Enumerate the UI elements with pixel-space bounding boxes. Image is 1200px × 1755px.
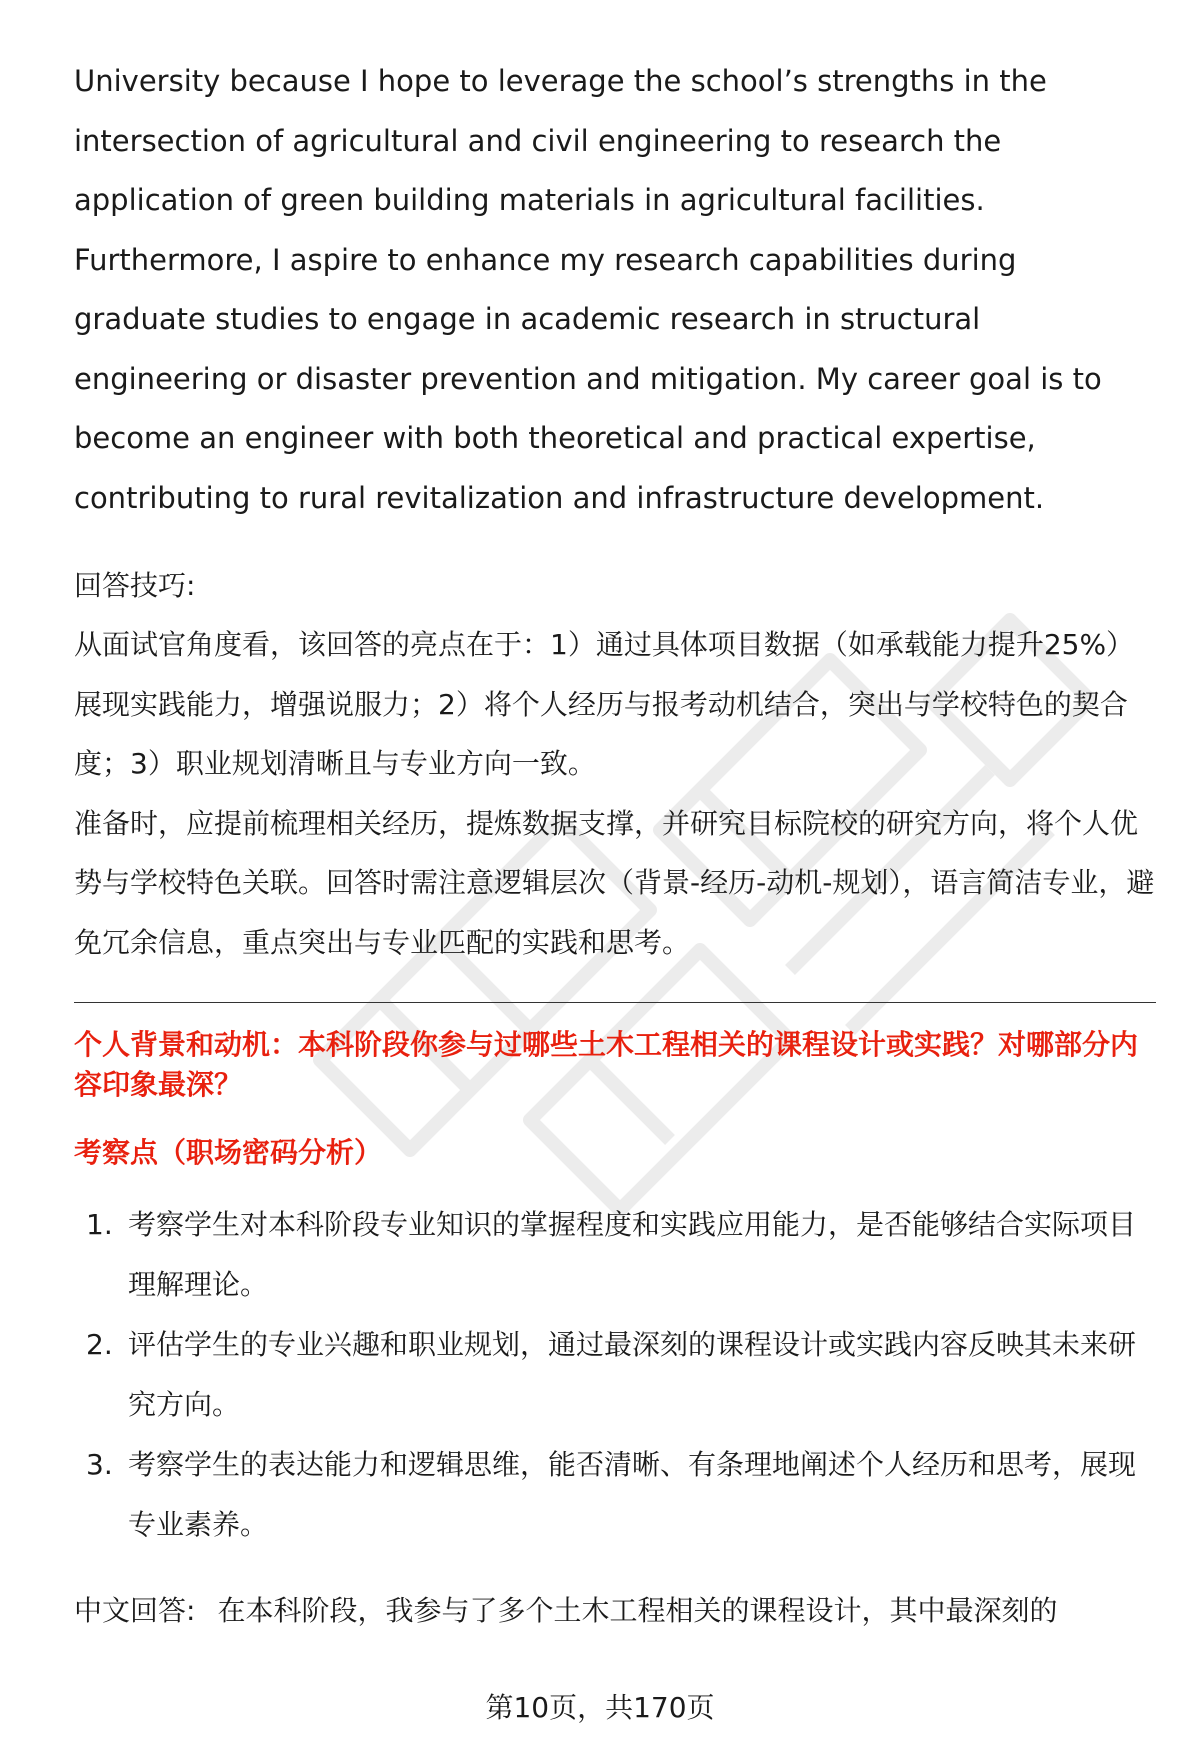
section-divider [74, 1002, 1156, 1003]
exam-point-list [74, 1195, 1156, 1555]
exam-point-heading: 考察点（职场密码分析） [74, 1136, 383, 1169]
list-item-number: 1. [86, 1208, 113, 1241]
list-item [74, 1435, 1156, 1555]
tips-label: 回答技巧: [74, 569, 196, 602]
chinese-answer [74, 1581, 1156, 1641]
list-item [74, 1315, 1156, 1435]
question-heading: 个人背景和动机：本科阶段你参与过哪些土木工程相关的课程设计或实践？对哪部分内容印象最深？ [74, 1028, 1139, 1101]
chinese-answer-text: 在本科阶段，我参与了多个土木工程相关的课程设计，其中最深刻的 [217, 1594, 1058, 1627]
list-item-text: 考察学生的表达能力和逻辑思维，能否清晰、有条理地阐述个人经历和思考，展现专业素养。 [128, 1448, 1137, 1541]
tips-paragraph-1: 从面试官角度看，该回答的亮点在于：1）通过具体项目数据（如承载能力提升25%）展现实践能力，增强说服力；2）将个人经历与报考动机结合，突出与学校特色的契合度；3）职业规划清晰且与专业方向一致。 [74, 628, 1135, 780]
document-page [74, 52, 1156, 1641]
intro-paragraph: University because I hope to leverage the school’s strengths in the intersection of agricultural and civil engineering to research the application of green building materials in agricultural facilities. Furthermore, I aspire to enhance my research capabilities during graduate studies to engage in academic research in structural engineering or disaster prevention and mitigation. My career goal is to become an engineer with both theoretical and practical expertise, contributing to rural revitalization and infrastructure development. [74, 64, 1102, 515]
page-footer: 第10页，共170页 [485, 1691, 715, 1724]
list-item-text: 考察学生对本科阶段专业知识的掌握程度和实践应用能力，是否能够结合实际项目理解理论。 [128, 1208, 1137, 1301]
list-item-number: 2. [86, 1328, 113, 1361]
tips-paragraph-2: 准备时，应提前梳理相关经历，提炼数据支撑，并研究目标院校的研究方向，将个人优势与学校特色关联。回答时需注意逻辑层次（背景-经历-动机-规划），语言简洁专业，避免冗余信息，重点突出与专业匹配的实践和思考。 [74, 806, 1155, 959]
chinese-answer-label: 中文回答: [74, 1594, 196, 1627]
list-item-text: 评估学生的专业兴趣和职业规划，通过最深刻的课程设计或实践内容反映其未来研究方向。 [128, 1328, 1137, 1421]
list-item [74, 1195, 1156, 1315]
list-item-number: 3. [86, 1448, 113, 1481]
